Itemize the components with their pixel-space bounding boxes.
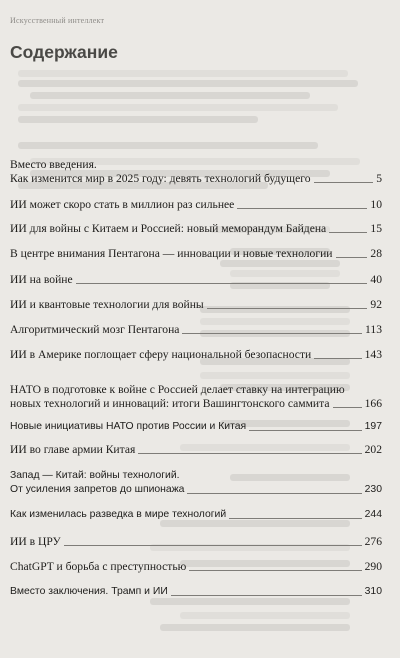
- page-title: Содержание: [10, 42, 118, 62]
- toc-entry: [10, 198, 382, 212]
- toc-entry: [10, 247, 382, 261]
- toc-entry-title: Новые инициативы НАТО против России и Китая: [10, 421, 247, 432]
- toc-leader-line: [189, 569, 361, 571]
- toc-entry: [10, 348, 382, 362]
- toc-leader-line: [207, 307, 368, 309]
- toc-entry: [10, 535, 382, 549]
- toc-entry-title: новых технологий и инноваций: итоги Вашингтонского саммита: [10, 397, 330, 410]
- toc-entry-title: ChatGPT и борьба с преступностью: [10, 560, 187, 573]
- toc-entry: [10, 273, 382, 287]
- toc-leader-line: [76, 282, 368, 284]
- toc-page-number: 230: [364, 484, 382, 495]
- toc-entry: [10, 298, 382, 312]
- toc-entry: [10, 323, 382, 337]
- toc-leader-line: [314, 181, 374, 183]
- toc-page-number: 276: [364, 535, 382, 548]
- toc-leader-line: [138, 452, 361, 454]
- toc-entry: [10, 469, 382, 497]
- toc-leader-line: [64, 544, 362, 546]
- toc-page-number: 290: [364, 560, 382, 573]
- toc-entry-title: Вместо заключения. Трамп и ИИ: [10, 586, 168, 597]
- toc-page-number: 28: [370, 247, 382, 260]
- toc-page-number: 5: [376, 172, 382, 185]
- toc-page-number: 15: [370, 222, 382, 235]
- toc-entry-title: Как изменится мир в 2025 году: девять технологий будущего: [10, 172, 311, 185]
- toc-page-number: 92: [370, 298, 382, 311]
- toc-entry: [10, 443, 382, 457]
- toc-page-number: 143: [364, 348, 382, 361]
- toc-page-number: 197: [364, 421, 382, 432]
- toc-page-number: 244: [364, 509, 382, 520]
- toc-entry: [10, 383, 382, 411]
- toc-entry-title: ИИ и квантовые технологии для войны: [10, 298, 204, 311]
- toc-entry-title: От усиления запретов до шпионажа: [10, 484, 185, 495]
- running-header: Искусственный интеллект: [10, 16, 105, 25]
- toc-entry-title: Как изменилась разведка в мире технологий: [10, 509, 227, 520]
- toc-page-number: 40: [370, 273, 382, 286]
- toc-leader-line: [333, 406, 362, 408]
- toc-entry: [10, 222, 382, 236]
- toc-entry-title: ИИ может скоро стать в миллион раз сильнее: [10, 198, 235, 211]
- toc-leader-line: [182, 332, 362, 334]
- toc-leader-line: [314, 357, 361, 359]
- toc-leader-line: [171, 594, 362, 596]
- toc-entry-title: ИИ во главе армии Китая: [10, 443, 136, 456]
- toc-leader-line: [249, 429, 361, 431]
- toc-leader-line: [336, 256, 368, 258]
- toc-entry-title: Алгоритмический мозг Пентагона: [10, 323, 180, 336]
- toc-page-number: 202: [364, 443, 382, 456]
- toc-leader-line: [187, 492, 361, 494]
- toc-page-number: 310: [364, 586, 382, 597]
- toc-entry-title: ИИ на войне: [10, 273, 73, 286]
- toc-entry: [10, 560, 382, 574]
- toc-entry-title: ИИ для войны с Китаем и Россией: новый меморандум Байдена: [10, 222, 327, 235]
- toc-page-number: 166: [364, 397, 382, 410]
- toc-entry: [10, 420, 382, 434]
- toc-entry: [10, 158, 382, 186]
- toc-entry-title: Вместо введения.: [10, 158, 97, 171]
- toc-page-number: 10: [370, 198, 382, 211]
- toc-entry: [10, 508, 382, 522]
- toc-entry: [10, 585, 382, 599]
- toc-leader-line: [237, 207, 367, 209]
- toc-leader-line: [229, 517, 362, 519]
- toc-entry-title: ИИ в ЦРУ: [10, 535, 61, 548]
- toc-leader-line: [329, 231, 367, 233]
- toc-entry-title: В центре внимания Пентагона — инновации и новые технологии: [10, 247, 333, 260]
- toc-entry-title: НАТО в подготовке к войне с Россией делает ставку на интеграцию: [10, 383, 345, 396]
- toc-entry-title: ИИ в Америке поглощает сферу национальной безопасности: [10, 348, 312, 361]
- toc-entry-title: Запад — Китай: войны технологий.: [10, 470, 180, 481]
- toc-page-number: 113: [365, 323, 382, 336]
